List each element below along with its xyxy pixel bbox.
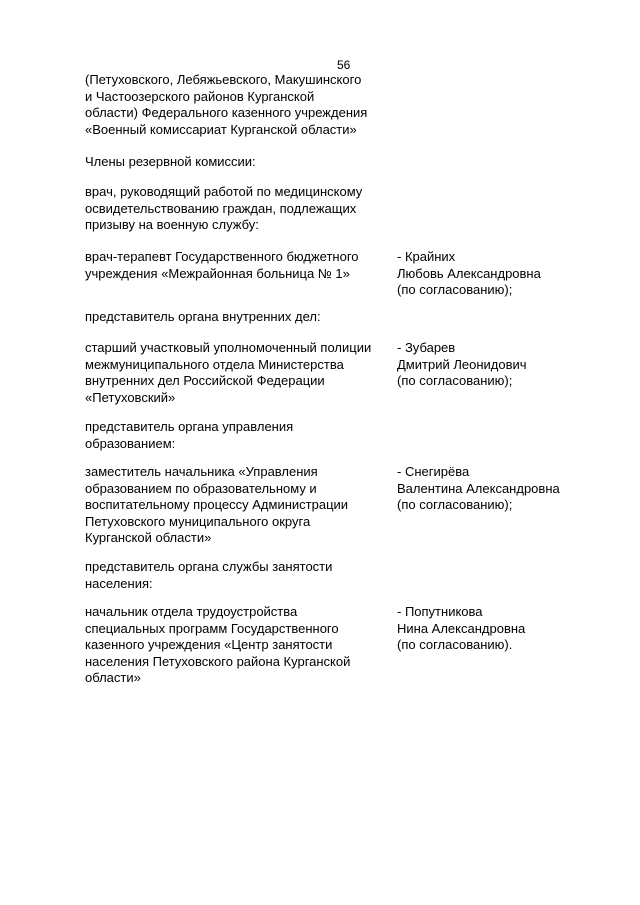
police-heading: представитель органа внутренних дел: [85,309,321,324]
education-heading: представитель органа управления образованием: [85,419,294,451]
entry-4-position: начальник отдела трудоустройства специальных программ Государственного казенного учреждения «Центр занятости населения Петуховского района Курганской области» [85,604,351,685]
entry-3-position: заместитель начальника «Управления образованием по образовательному и воспитательному процессу Администрации Петуховского муниципального округа Курганской области» [85,464,349,545]
page-number: 56 [337,58,351,72]
intro-paragraph: (Петуховского, Лебяжьевского, Макушинского и Частоозерского районов Курганской области) Федерального казенного учреждения «Военный комиссариат Курганской области» [85,72,368,137]
members-heading: Члены резервной комиссии: [85,154,256,169]
entry-1-person: - Крайних Любовь Александровна (по согласованию); [397,249,541,297]
entry-2-person: - Зубарев Дмитрий Леонидович (по согласованию); [397,340,527,388]
entry-3-person: - Снегирёва Валентина Александровна (по согласованию); [397,464,560,512]
entry-2-position: старший участковый уполномоченный полиции межмуниципального отдела Министерства внутренних дел Российской Федерации «Петуховский» [85,340,372,405]
employment-heading: представитель органа службы занятости населения: [85,559,333,591]
entry-4-person: - Попутникова Нина Александровна (по согласованию). [397,604,526,652]
entry-1-position: врач-терапевт Государственного бюджетного учреждения «Межрайонная больница № 1» [85,249,359,281]
doctor-heading: врач, руководящий работой по медицинскому освидетельствованию граждан, подлежащих призыву на военную службу: [85,184,363,232]
